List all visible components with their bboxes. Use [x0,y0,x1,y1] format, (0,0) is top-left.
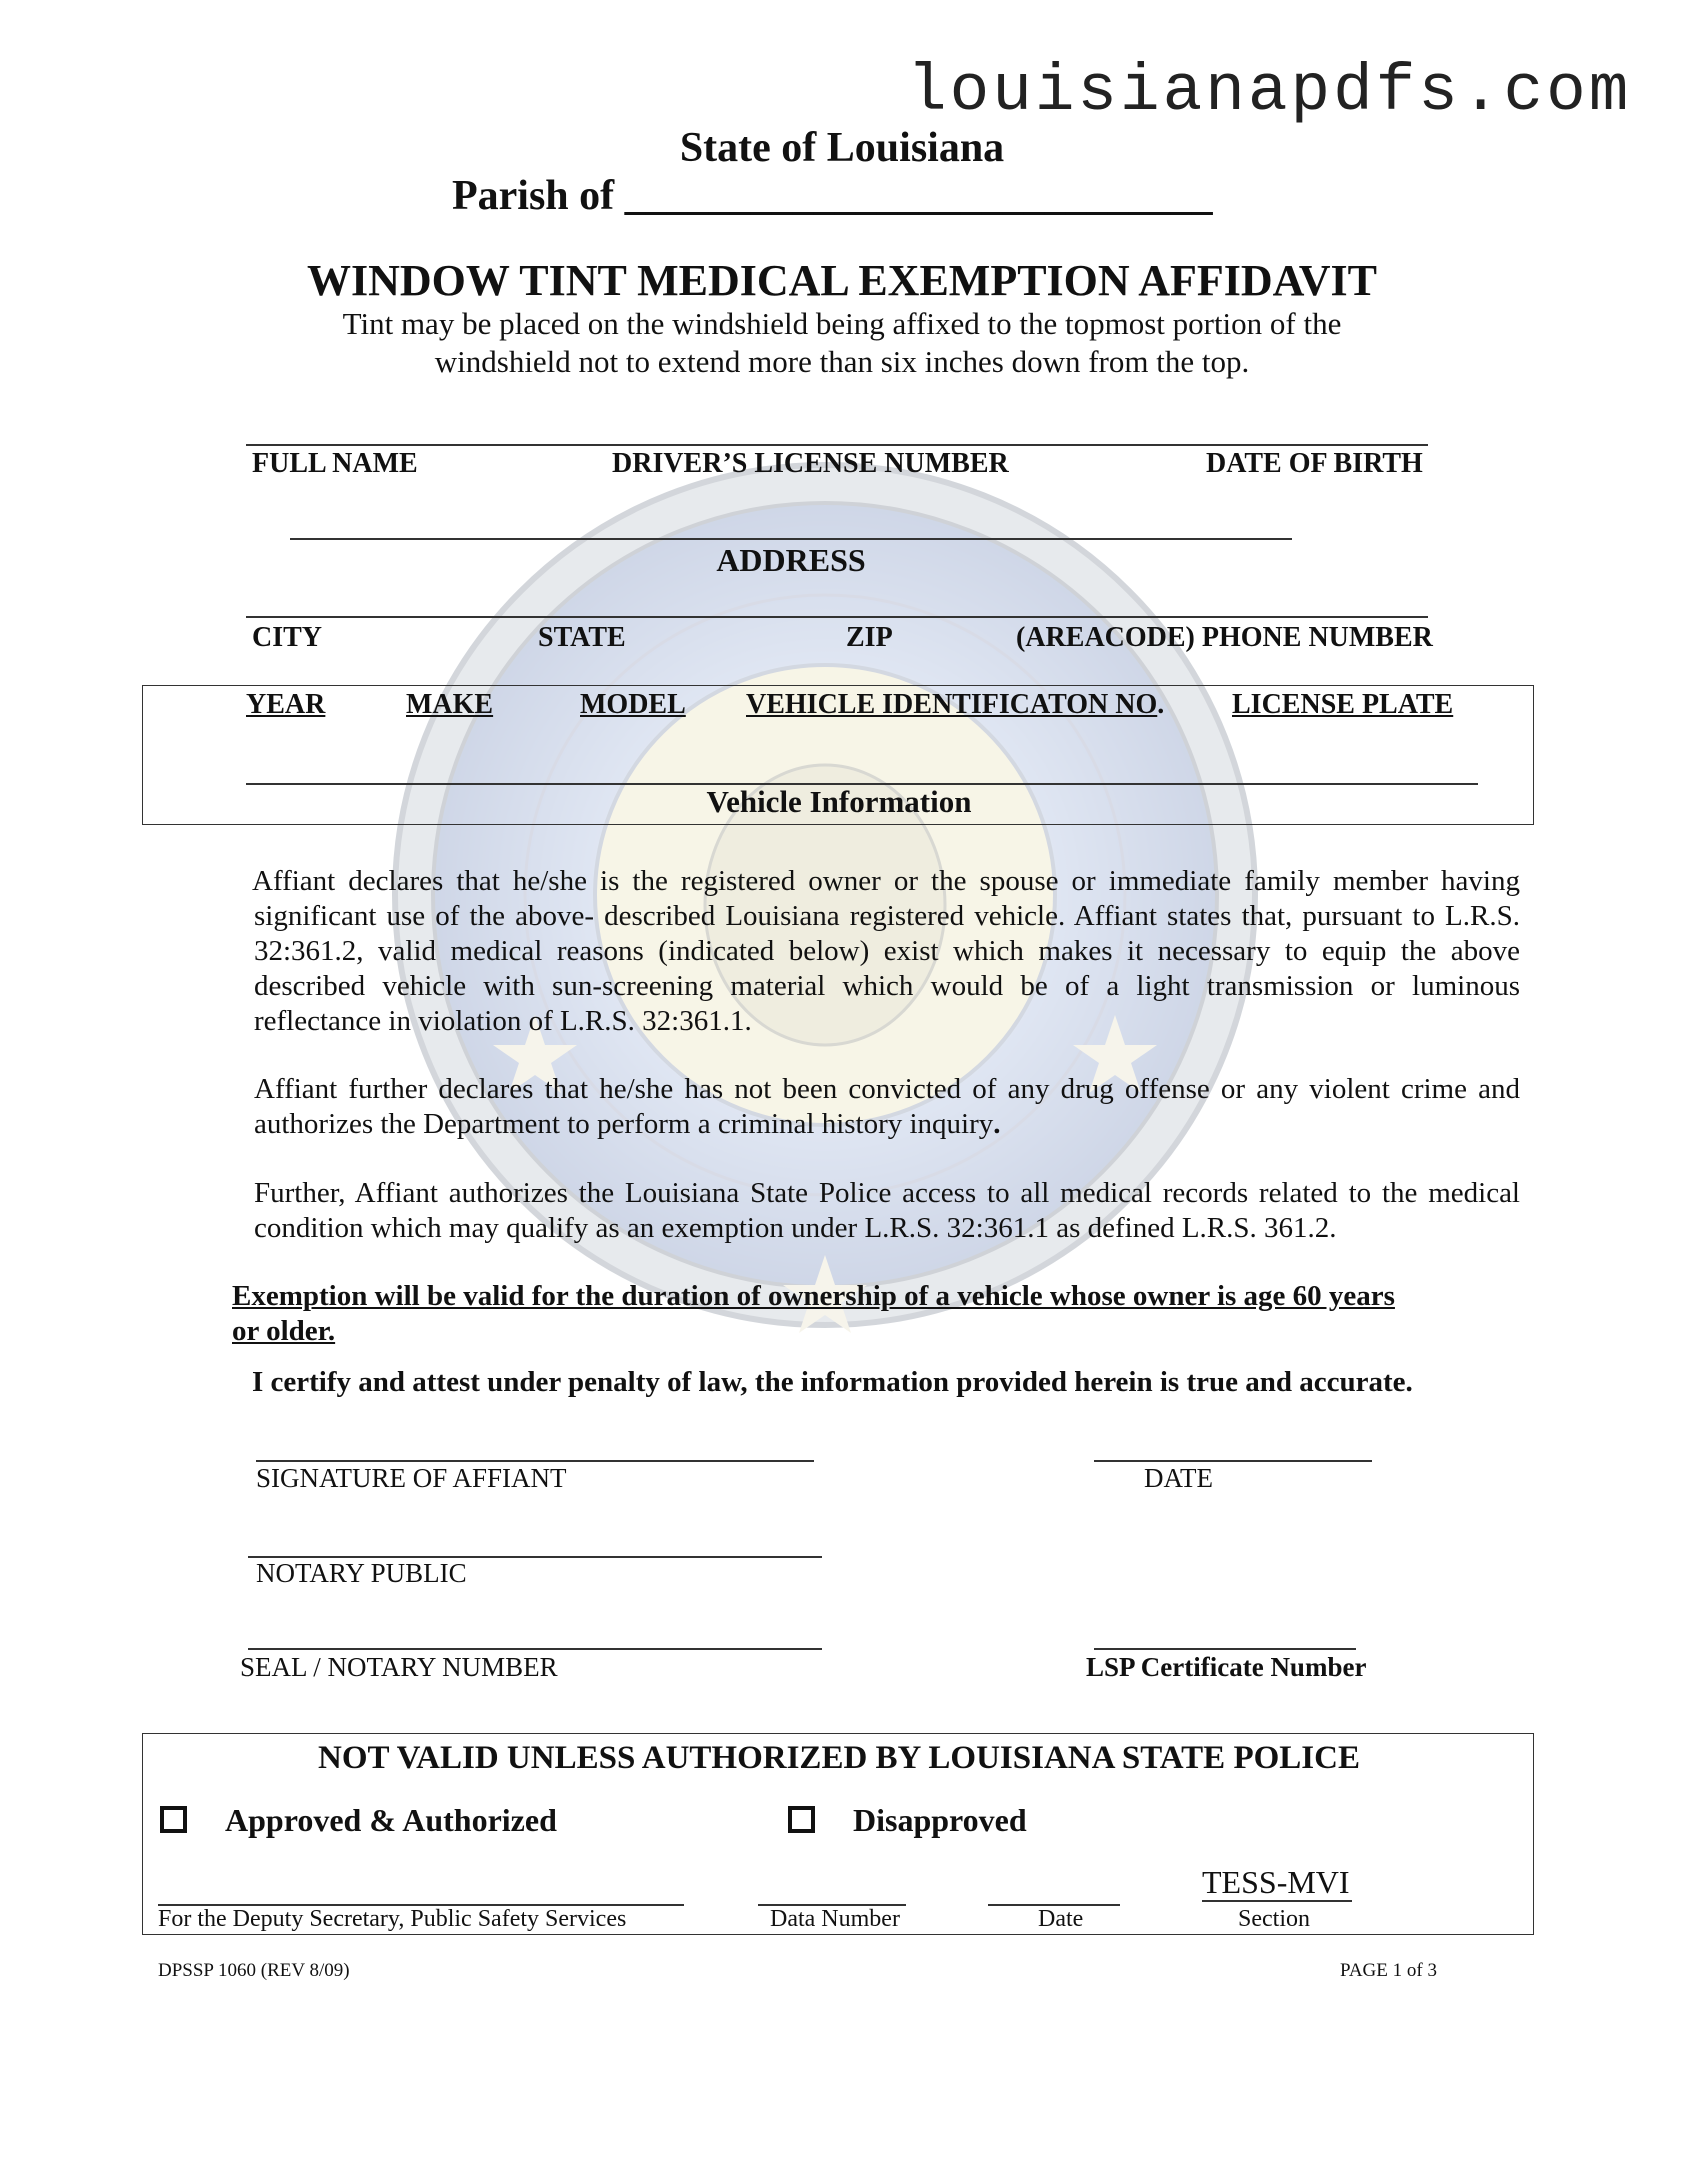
affiant-signature-line[interactable] [256,1460,814,1462]
subtitle-line-1: Tint may be placed on the windshield being affixed to the topmost portion of the [342,306,1342,341]
address-field-line[interactable] [290,538,1292,540]
state-label: STATE [538,622,626,653]
form-title: WINDOW TINT MEDICAL EXEMPTION AFFIDAVIT [306,256,1378,305]
section-label: Section [1238,1906,1310,1932]
zip-label: ZIP [846,622,893,653]
authorization-heading: NOT VALID UNLESS AUTHORIZED BY LOUISIANA STATE POLICE [318,1740,1360,1776]
state-heading: State of Louisiana [679,125,1005,171]
vin-label-group [746,689,1164,721]
name-license-dob-field-line[interactable] [246,444,1428,446]
page-number: PAGE 1 of 3 [1340,1960,1437,1981]
site-watermark: louisianapdfs.com [907,54,1632,129]
affiant-signature-label: SIGNATURE OF AFFIANT [256,1463,567,1493]
affiant-declaration-paragraph: Affiant declares that he/she is the registered owner or the spouse or immediate family member having significant use of the above- described Louisiana registered vehicle. Affiant states that, pursuant to L.R.S. 32:361.2, valid medical reasons (indicated below) exist which makes it necessary to equip the above described vehicle with sun-screening material which would be of a light transmission or luminous reflectance in violation of L.R.S. 32:361.1. [252,865,1520,1037]
approved-label: Approved & Authorized [225,1802,557,1838]
exemption-line-2: or older. [232,1315,336,1347]
make-label: MAKE [406,689,494,720]
disapproved-option[interactable] [788,1802,1027,1839]
lsp-certificate-label: LSP Certificate Number [1086,1652,1367,1682]
model-label: MODEL [580,689,686,720]
criminal-history-period: . [993,1108,1001,1140]
section-value: TESS-MVI [1202,1864,1350,1900]
exemption-line-1: Exemption will be valid for the duration of ownership of a vehicle whose owner is age 60 years [232,1280,1395,1312]
vin-label: VEHICLE IDENTIFICATON NO [746,689,1158,720]
notary-public-label: NOTARY PUBLIC [256,1558,467,1588]
year-label: YEAR [246,689,326,720]
parish-line [452,172,1213,220]
disapproved-label: Disapproved [853,1802,1027,1838]
full-name-label: FULL NAME [252,448,418,479]
seal-notary-number-label: SEAL / NOTARY NUMBER [240,1652,558,1682]
auth-date-label: Date [1038,1906,1084,1932]
disapproved-checkbox[interactable] [788,1806,815,1833]
approved-checkbox[interactable] [160,1806,187,1833]
license-number-label: DRIVER’S LICENSE NUMBER [612,448,1009,479]
data-number-label: Data Number [770,1906,900,1932]
deputy-label: For the Deputy Secretary, Public Safety Services [158,1906,627,1932]
form-id: DPSSP 1060 (REV 8/09) [158,1960,350,1981]
approved-option[interactable] [160,1802,557,1839]
criminal-history-text: Affiant further declares that he/she has not been convicted of any drug offense or any violent crime and authorizes the Department to perform a criminal history inquiry [254,1073,1520,1140]
license-plate-label: LICENSE PLATE [1232,689,1454,720]
affiant-date-line[interactable] [1094,1460,1372,1462]
address-label: ADDRESS [716,542,866,578]
vin-period: . [1157,689,1165,720]
city-label: CITY [252,622,323,653]
certification-statement: I certify and attest under penalty of law, the information provided herein is true and accurate. [252,1366,1413,1398]
vehicle-info-caption: Vehicle Information [706,784,972,819]
medical-records-paragraph: Further, Affiant authorizes the Louisiana State Police access to all medical records related to the medical condition which may qualify as an exemption under L.R.S. 32:361.1 as defined L.R.S. 361.2. [254,1177,1520,1244]
seal-notary-number-line[interactable] [248,1648,822,1650]
dob-label: DATE OF BIRTH [1206,448,1423,479]
criminal-history-paragraph [254,1072,1520,1142]
phone-label: (AREACODE) PHONE NUMBER [1016,622,1433,653]
affiant-date-label: DATE [1144,1463,1213,1493]
section-line [1202,1900,1352,1902]
city-state-zip-phone-field-line[interactable] [246,616,1428,618]
parish-blank[interactable]: ____________________________ [624,173,1213,219]
subtitle-line-2: windshield not to extend more than six inches down from the top. [434,344,1250,379]
parish-label: Parish of [452,173,615,219]
lsp-certificate-line[interactable] [1094,1648,1356,1650]
